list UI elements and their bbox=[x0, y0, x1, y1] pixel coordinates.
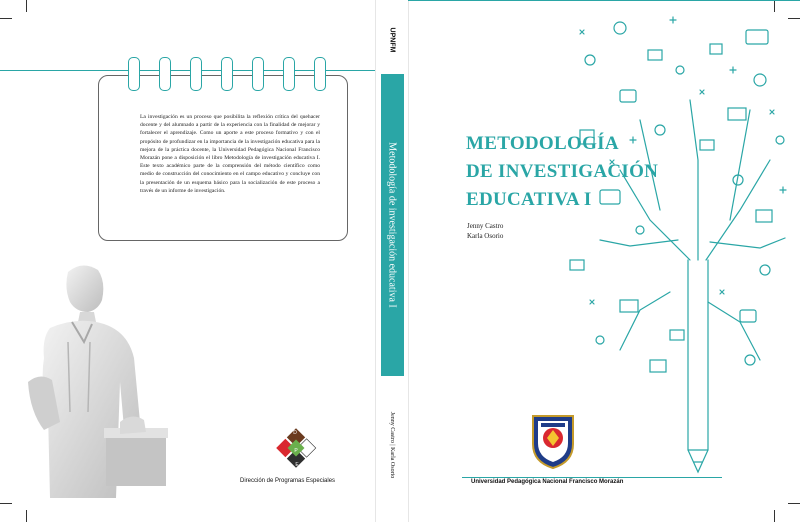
book-title-line: EDUCATIVA I bbox=[466, 189, 592, 210]
statue-image bbox=[20, 262, 170, 498]
dpe-logo-letter: P bbox=[294, 448, 298, 454]
pencil-tree-icon bbox=[560, 10, 795, 485]
author-name: Karla Osorio bbox=[467, 232, 504, 240]
notebook-ring-icon bbox=[314, 57, 326, 91]
spine-fold-right bbox=[408, 0, 409, 522]
notebook-ring-icon bbox=[252, 57, 264, 91]
notebook-ring-icon bbox=[283, 57, 295, 91]
university-name: Universidad Pedagógica Nacional Francisco Morazán bbox=[471, 479, 624, 485]
dpe-logo-icon bbox=[273, 425, 319, 471]
crop-mark bbox=[26, 510, 27, 522]
back-cover-synopsis: La investigación es un proceso que posibilita la reflexión crítica del quehacer docente y del alumnado a partir de la experiencia con la finalidad de mejorar y fortalecer el aprendizaje. Como un aporte a este proceso formativo y con el propósito de profundizar en la importancia de la investigación educativa para la mejora de la práctica docente, la Universidad Pedagógica Nacional Francisco Morazán pone a disposición el libro Metodología de investigación educativa I. Este texto académico parte de la comprensión del método científico como medio de construcción del conocimiento en el campo educativo y concluye con la presentación de un esquema básico para la socialización de este proceso a través de un informe de investigación. bbox=[140, 114, 320, 194]
crop-mark bbox=[0, 18, 12, 19]
crop-mark bbox=[788, 503, 800, 504]
dpe-label: Dirección de Programas Especiales bbox=[240, 478, 336, 484]
crop-mark bbox=[0, 503, 12, 504]
dpe-logo-letter: E bbox=[295, 462, 299, 468]
notebook-ring-icon bbox=[221, 57, 233, 91]
notebook-ring-icon bbox=[190, 57, 202, 91]
author-name: Jenny Castro bbox=[467, 222, 504, 230]
spine-title: Metodología de investigación educativa I bbox=[386, 142, 398, 308]
university-rule bbox=[462, 477, 722, 478]
notebook-ring-icon bbox=[159, 57, 171, 91]
university-seal-icon bbox=[527, 410, 579, 470]
spine-publisher: UPNFM bbox=[388, 27, 396, 53]
spine-authors: Jenny Castro | Karla Osorio bbox=[389, 411, 395, 479]
spine-fold-left bbox=[375, 0, 376, 522]
crop-mark bbox=[26, 0, 27, 12]
dpe-logo-letter: D bbox=[293, 430, 297, 436]
crop-mark bbox=[774, 510, 775, 522]
front-cover-accent-rule bbox=[408, 0, 800, 1]
book-title-line: METODOLOGÍA bbox=[466, 133, 619, 154]
notebook-ring-icon bbox=[128, 57, 140, 91]
book-title-line: DE INVESTIGACIÓN bbox=[466, 161, 659, 182]
